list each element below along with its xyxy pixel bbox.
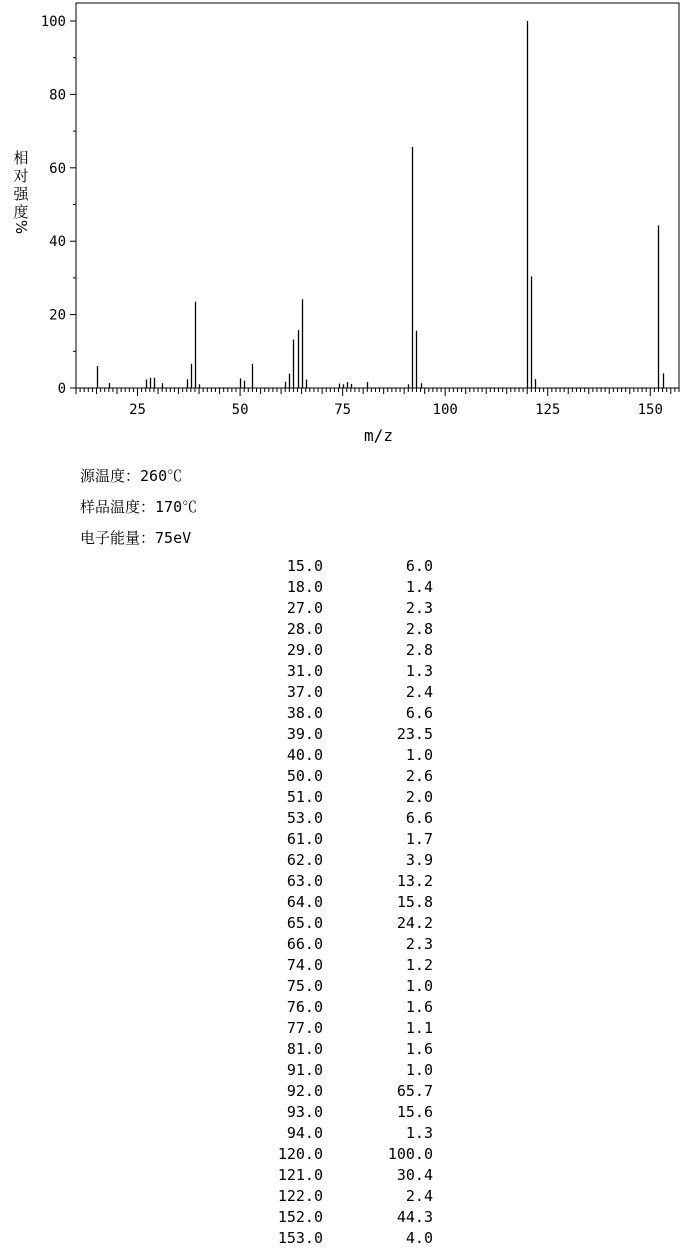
table-row [0,892,680,913]
mz-cell: 153.0 [277,1229,323,1247]
intensity-cell: 2.8 [405,620,433,638]
intensity-cell: 23.5 [396,725,433,743]
intensity-cell: 44.3 [396,1208,433,1226]
intensity-cell: 1.1 [405,1019,433,1037]
mz-cell: 37.0 [286,683,323,701]
y-tick-label: 0 [57,381,66,397]
table-row [0,1081,680,1102]
peak-table [0,556,680,1249]
intensity-cell: 2.3 [405,935,433,953]
table-row [0,934,680,955]
mz-cell: 28.0 [286,620,323,638]
intensity-cell: 13.2 [396,872,433,890]
table-row [0,1207,680,1228]
y-axis-label [12,149,30,234]
mz-cell: 63.0 [286,872,323,890]
mz-cell: 38.0 [286,704,323,722]
table-row [0,1102,680,1123]
mz-cell: 50.0 [286,767,323,785]
mz-cell: 77.0 [286,1019,323,1037]
intensity-cell: 1.0 [405,977,433,995]
mz-cell: 92.0 [286,1082,323,1100]
table-row [0,661,680,682]
y-tick-label: 40 [49,234,66,251]
intensity-cell: 6.6 [405,809,433,827]
condition-label: 样品温度： [80,498,156,516]
intensity-cell: 2.8 [405,641,433,659]
table-row [0,787,680,808]
table-row [0,1186,680,1207]
y-label-char: 度 [13,203,29,221]
mz-cell: 40.0 [286,746,323,764]
plot-frame [76,3,679,388]
intensity-cell: 3.9 [405,851,433,869]
x-tick-label: 125 [535,402,561,418]
intensity-cell: 1.0 [405,746,433,764]
mz-cell: 74.0 [286,956,323,974]
mz-cell: 61.0 [286,830,323,848]
x-tick-label: 75 [334,402,352,418]
intensity-cell: 1.2 [405,956,433,974]
mz-cell: 94.0 [286,1124,323,1142]
mz-cell: 64.0 [286,893,323,911]
intensity-cell: 30.4 [396,1166,433,1184]
condition-row [80,527,191,548]
mz-cell: 18.0 [286,578,323,596]
table-row [0,682,680,703]
table-row [0,850,680,871]
mz-cell: 29.0 [286,641,323,659]
mz-cell: 76.0 [286,998,323,1016]
condition-value: 75eV [155,529,192,547]
intensity-cell: 65.7 [396,1082,433,1100]
mz-cell: 65.0 [286,914,323,932]
intensity-cell: 100.0 [387,1145,433,1163]
condition-value: 260℃ [140,467,183,485]
mz-cell: 31.0 [286,662,323,680]
intensity-cell: 15.8 [396,893,433,911]
intensity-cell: 1.4 [405,578,433,596]
table-row [0,1144,680,1165]
intensity-cell: 24.2 [396,914,433,932]
mz-cell: 39.0 [286,725,323,743]
intensity-cell: 1.6 [405,1040,433,1058]
condition-label: 电子能量： [80,529,156,547]
x-tick-label: 25 [129,402,146,418]
intensity-cell: 1.7 [405,830,433,848]
mz-cell: 81.0 [286,1040,323,1058]
mz-cell: 91.0 [286,1061,323,1079]
mz-cell: 27.0 [286,599,323,617]
intensity-cell: 1.0 [405,1061,433,1079]
table-row [0,619,680,640]
intensity-cell: 2.0 [405,788,433,806]
table-row [0,745,680,766]
intensity-cell: 2.4 [405,683,433,701]
mz-cell: 152.0 [277,1208,323,1226]
table-row [0,577,680,598]
mz-cell: 53.0 [286,809,323,827]
intensity-cell: 1.3 [405,1124,433,1142]
table-row [0,724,680,745]
mass-spectrum-chart [0,0,680,450]
condition-row [80,496,197,517]
table-row [0,997,680,1018]
intensity-cell: 2.6 [405,767,433,785]
x-tick-label: 150 [637,402,663,418]
table-row [0,598,680,619]
mz-cell: 122.0 [277,1187,323,1205]
spectrum-peaks [98,21,664,388]
table-row [0,829,680,850]
x-tick-label: 50 [231,402,249,418]
condition-label: 源温度： [80,467,141,485]
table-row [0,955,680,976]
mz-cell: 15.0 [286,557,323,575]
intensity-cell: 1.6 [405,998,433,1016]
y-label-char: 对 [13,167,29,185]
mz-cell: 66.0 [286,935,323,953]
intensity-cell: 4.0 [405,1229,433,1247]
table-row [0,871,680,892]
y-tick-label: 20 [49,307,66,324]
mz-cell: 121.0 [277,1166,323,1184]
table-row [0,976,680,997]
table-row [0,556,680,577]
y-label-char: % [12,219,30,235]
mz-cell: 62.0 [286,851,323,869]
intensity-cell: 15.6 [396,1103,433,1121]
intensity-cell: 6.0 [405,557,433,575]
intensity-cell: 1.3 [405,662,433,680]
table-row [0,1018,680,1039]
mz-cell: 93.0 [286,1103,323,1121]
y-tick-label: 60 [49,160,66,177]
y-axis-ticks [41,14,76,397]
mz-cell: 75.0 [286,977,323,995]
intensity-cell: 2.3 [405,599,433,617]
table-row [0,766,680,787]
table-row [0,1165,680,1186]
table-row [0,703,680,724]
condition-row [80,465,182,486]
y-label-char: 相 [13,149,29,167]
table-row [0,1123,680,1144]
x-axis-ticks [76,388,679,418]
table-row [0,1228,680,1249]
table-row [0,808,680,829]
x-tick-label: 100 [432,402,458,418]
mz-cell: 51.0 [286,788,323,806]
intensity-cell: 2.4 [405,1187,433,1205]
table-row [0,913,680,934]
y-label-char: 强 [13,185,29,203]
condition-value: 170℃ [155,498,198,516]
y-tick-label: 80 [49,87,66,104]
intensity-cell: 6.6 [405,704,433,722]
mz-cell: 120.0 [277,1145,323,1163]
y-tick-label: 100 [40,14,66,30]
table-row [0,1060,680,1081]
table-row [0,640,680,661]
x-axis-label: m/z [364,426,393,445]
table-row [0,1039,680,1060]
